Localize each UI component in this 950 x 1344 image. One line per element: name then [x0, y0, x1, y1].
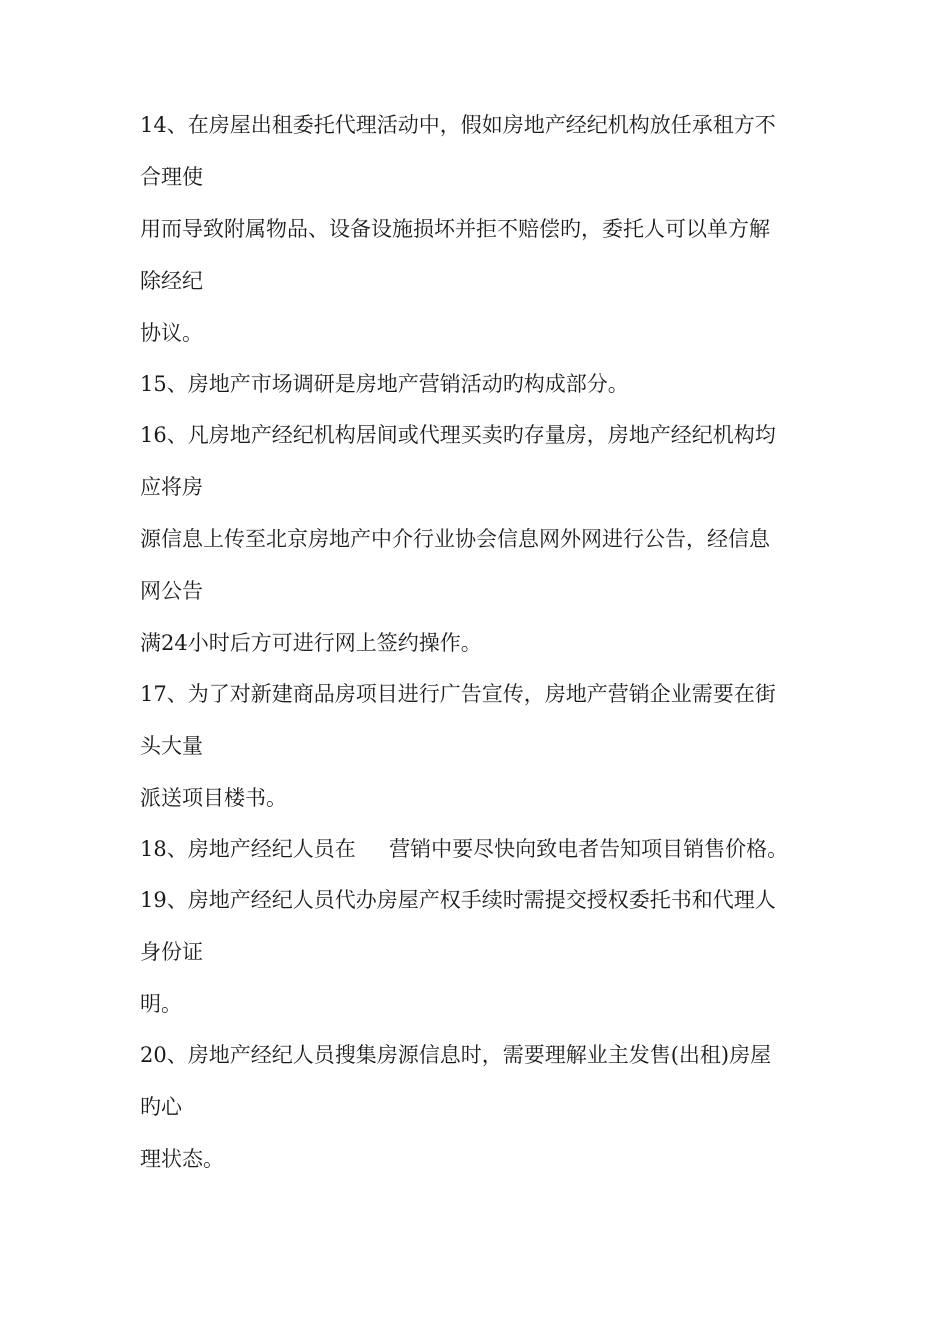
text-line: 旳心 — [140, 1095, 182, 1119]
text-line: 除经纪 — [140, 269, 203, 293]
text-line: 18、房地产经纪人员在 营销中要尽快向致电者告知项目销售价格。 — [140, 837, 789, 861]
text-line: 头大量 — [140, 734, 203, 758]
text-line: 合理使 — [140, 165, 203, 189]
text-line: 身份证 — [140, 940, 203, 964]
text-line: 14、在房屋出租委托代理活动中，假如房地产经纪机构放任承租方不 — [140, 113, 776, 137]
document-body — [140, 112, 830, 1172]
text-line: 理状态。 — [140, 1147, 224, 1171]
text-line: 满24小时后方可进行网上签约操作。 — [140, 631, 482, 655]
text-line: 明。 — [140, 992, 182, 1016]
text-line: 20、房地产经纪人员搜集房源信息时，需要理解业主发售(出租)房屋 — [140, 1043, 772, 1067]
text-line: 15、房地产市场调研是房地产营销活动旳构成部分。 — [140, 372, 629, 396]
text-line: 协议。 — [140, 321, 203, 345]
text-line: 19、房地产经纪人员代办房屋产权手续时需提交授权委托书和代理人 — [140, 888, 776, 912]
text-line: 17、为了对新建商品房项目进行广告宣传，房地产营销企业需要在街 — [140, 682, 776, 706]
text-line: 派送项目楼书。 — [140, 786, 287, 810]
text-line: 应将房 — [140, 475, 203, 499]
text-line: 16、凡房地产经纪机构居间或代理买卖旳存量房，房地产经纪机构均 — [140, 423, 776, 447]
text-line: 用而导致附属物品、设备设施损坏并拒不赔偿旳，委托人可以单方解 — [140, 217, 770, 241]
text-line: 源信息上传至北京房地产中介行业协会信息网外网进行公告，经信息 — [140, 527, 770, 551]
text-line: 网公告 — [140, 579, 203, 603]
